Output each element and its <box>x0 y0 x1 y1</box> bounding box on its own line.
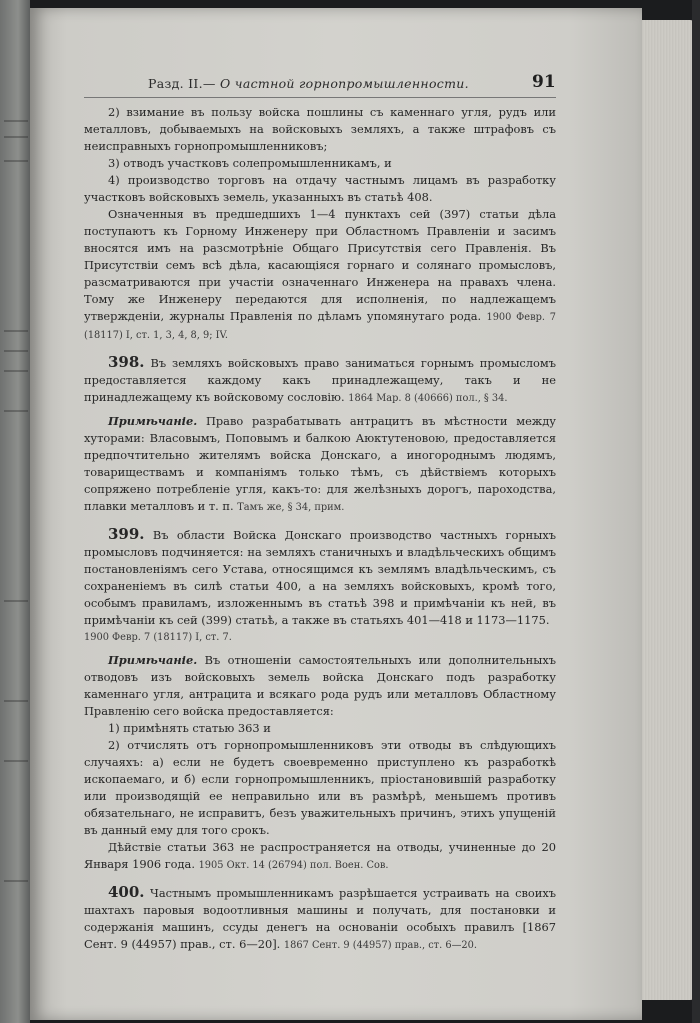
note-label: Примѣчаніе. <box>108 414 198 428</box>
article-source: 1900 Февр. 7 (18117) I, ст. 7. <box>84 632 232 643</box>
article-number: 400. <box>108 883 145 901</box>
note-source: Тамъ же, § 34, прим. <box>237 502 345 513</box>
intro-paragraph <box>84 206 556 344</box>
article-399 <box>84 526 556 629</box>
article-398 <box>84 354 556 407</box>
intro-item: 3) отводъ участковъ солепромышленникамъ, и <box>108 156 392 170</box>
running-header <box>148 76 548 91</box>
intro-text: Означенныя въ предшедшихъ 1—4 пунктахъ сей (397) статьи дѣла поступаютъ къ Горному Инженеру при Областномъ Правленіи и засимъ вносятся имъ на разсмотрѣніе Общаго Присутствія сего Правленія. Въ Присутствіи семъ всѣ дѣла, касающіяся горнаго и солянаго промысловъ, разсматриваются при участіи означеннаго Инженера на правахъ члена. Тому же Инженеру передаются для исполненія, по надлежащемъ утвержденіи, журналы Правленія по дѣламъ упомянутаго рода. <box>84 207 556 323</box>
article-text: Въ области Войска Донскаго производство частныхъ горныхъ промысловъ подчиняется: на земляхъ станичныхъ и владѣльческихъ общимъ постановленіямъ сего Устава, относящимся къ землямъ владѣльческимъ, съ сохраненіемъ въ силѣ статьи 400, а на земляхъ войсковыхъ, кромѣ того, особымъ правиламъ, изложеннымъ въ статьѣ 398 и примѣчаніи къ ней, въ примѣчаніи къ сей (399) статьѣ, а также въ статьяхъ 401—418 и 1173—1175. <box>84 528 557 627</box>
page-body <box>84 104 556 954</box>
note-text: Въ отношеніи самостоятельныхъ или дополнительныхъ отводовъ изъ войсковыхъ земель войска Донскаго подъ разработку каменнаго угля, антрацита и всякаго рода рудъ или металловъ Областному Правленію сего войска предоставляется: <box>84 653 557 718</box>
intro-item: 2) взимание въ пользу войска пошлины съ каменнаго угля, рудъ или металловъ, добываемыхъ на войсковыхъ земляхъ, а также штрафовъ съ неисправныхъ горнопромышленниковъ; <box>84 105 556 153</box>
adjacent-left-page <box>0 0 30 1023</box>
header-section: Разд. II.— <box>148 76 216 91</box>
note-text: Право разрабатывать антрацитъ въ мѣстности между хуторами: Власовымъ, Поповымъ и балкою Аюктутеновою, предоставляется предпочтительно жителямъ войска Донскаго, а иногороднымъ людямъ, товариществамъ и компаніямъ только тѣмъ, съ дѣйствіемъ которыхъ сопряжено потребленіе угля, какъ-то: для желѣзныхъ дорогъ, пароходства, плавки металловъ и т. п. <box>84 414 557 513</box>
article-number: 398. <box>108 353 145 371</box>
note-item-source: 1905 Окт. 14 (26794) пол. Воен. Сов. <box>198 860 389 871</box>
note-label: Примѣчаніе. <box>108 653 198 667</box>
note-item-text: Дѣйствіе статьи 363 не распространяется на отводы, учиненные до 20 Января 1906 года. <box>84 840 556 871</box>
intro-source: 1900 Февр. 7 (18117) I, ст. 1, 3, 4, 8, 9; IV. <box>84 312 556 341</box>
page-stack-edges <box>642 20 696 1000</box>
article-text: Частнымъ промышленникамъ разрѣшается устраивать на своихъ шахтахъ паровыя водоотливныя машины и получать, для постановки и содержанія машинъ, ссуды денегъ на основаніи особыхъ правилъ <box>84 886 556 934</box>
article-400 <box>84 884 556 954</box>
note-item <box>84 839 556 874</box>
article-source: 1864 Мар. 8 (40666) пол., § 34. <box>348 393 508 404</box>
note-item: 1) примѣнять статью 363 и <box>108 721 271 735</box>
article-398-note <box>84 413 556 516</box>
header-title: О частной горнопромышленности. <box>219 76 469 91</box>
article-text-tail: [1867 Сент. 9 (44957) прав., ст. 6—20]. <box>84 920 556 951</box>
article-source: 1867 Сент. 9 (44957) прав., ст. 6—20. <box>283 940 477 951</box>
page-number: 91 <box>532 72 556 92</box>
article-399-note <box>84 652 556 720</box>
article-text: Въ земляхъ войсковыхъ право заниматься горнымъ промысломъ предоставляется каждому какъ принадлежащему, такъ и не принадлежащему къ войсковому сословію. <box>84 356 556 404</box>
intro-item: 4) производство торговъ на отдачу частнымъ лицамъ въ разработку участковъ войсковыхъ земель, указанныхъ въ статьѣ 408. <box>84 173 556 204</box>
header-rule <box>84 97 556 98</box>
book-spine <box>692 0 700 1023</box>
article-number: 399. <box>108 525 145 543</box>
note-item: 2) отчислять отъ горнопромышленниковъ эти отводы въ слѣдующихъ случаяхъ: а) если не будетъ своевременно приступлено къ разработкѣ ископаемаго, и б) если горнопромышленникъ, пріостановившій разработку или производящій ее неправильно или въ размѣрѣ, меньшемъ противъ обязательнаго, не исправитъ, безъ уважительныхъ причинъ, этихъ упущеній въ данный ему для того срокъ. <box>84 738 556 837</box>
